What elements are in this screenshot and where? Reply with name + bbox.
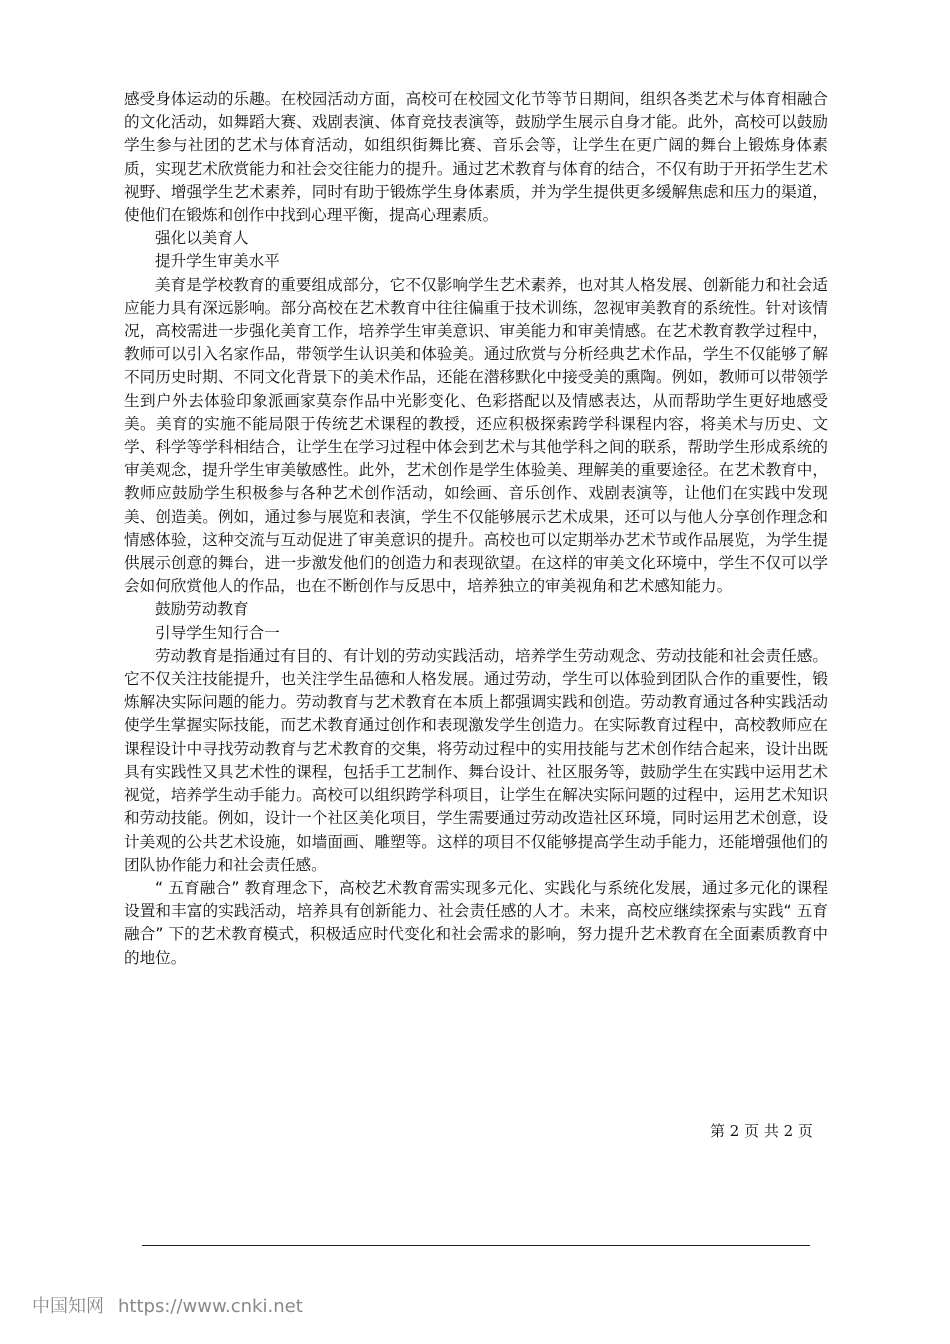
body-paragraph: 感受身体运动的乐趣。在校园活动方面，高校可在校园文化节等节日期间，组织各类艺术与体育相融合的文化活动，如舞蹈大赛、戏剧表演、体育竞技表演等，鼓励学生展示自身才能。此外，高校可以鼓励学生参与社团的艺术与体育活动，如组织街舞比赛、音乐会等，让学生在更广阔的舞台上锻炼身体素质，实现艺术欣赏能力和社会交往能力的提升。通过艺术教育与体育的结合，不仅有助于开拓学生艺术视野、增强学生艺术素养，同时有助于锻炼学生身体素质，并为学生提供更多缓解焦虑和压力的渠道，使他们在锻炼和创作中找到心理平衡，提高心理素质。: [124, 90, 828, 225]
section-heading: 鼓励劳动教育: [155, 600, 249, 619]
watermark-url: https://www.cnki.net: [118, 1296, 303, 1317]
watermark-brand: 中国知网: [32, 1296, 104, 1317]
watermark: [32, 1292, 303, 1318]
conclusion-paragraph: “ 五育融合” 教育理念下，高校艺术教育需实现多元化、实践化与系统化发展，通过多元化的课程设置和丰富的实践活动，培养具有创新能力、社会责任感的人才。未来，高校应继续探索与实践“ 五育融合” 下的艺术教育模式，积极适应时代变化和社会需求的影响，努力提升艺术教育在全面素质教育中的地位。: [124, 878, 828, 967]
body-paragraph: 美育是学校教育的重要组成部分，它不仅影响学生艺术素养，也对其人格发展、创新能力和社会适应能力具有深远影响。部分高校在艺术教育中往往偏重于技术训练，忽视审美教育的系统性。针对该情况，高校需进一步强化美育工作，培养学生审美意识、审美能力和审美情感。在艺术教育教学过程中，教师可以引入名家作品，带领学生认识美和体验美。通过欣赏与分析经典艺术作品，学生不仅能够了解不同历史时期、不同文化背景下的美术作品，还能在潜移默化中接受美的熏陶。例如，教师可以带领学生到户外去体验印象派画家莫奈作品中光影变化、色彩搭配以及情感表达，从而帮助学生更好地感受美。美育的实施不能局限于传统艺术课程的教授，还应积极探索跨学科课程内容，将美术与历史、文学、科学等学科相结合，让学生在学习过程中体会到艺术与其他学科之间的联系，帮助学生形成系统的审美观念，提升学生审美敏感性。此外，艺术创作是学生体验美、理解美的重要途径。在艺术教育中，教师应鼓励学生积极参与各种艺术创作活动，如绘画、音乐创作、戏剧表演等，让他们在实践中发现美、创造美。例如，通过参与展览和表演，学生不仅能够展示艺术成果，还可以与他人分享创作理念和情感体验，这种交流与互动促进了审美意识的提升。高校也可以定期举办艺术节或作品展览，为学生提供展示创意的舞台，进一步激发他们的创造力和表现欲望。在这样的审美文化环境中，学生不仅可以学会如何欣赏他人的作品，也在不断创作与反思中，培养独立的审美视角和艺术感知能力。: [124, 275, 828, 596]
footer-divider: [142, 1245, 810, 1246]
section-heading: 强化以美育人: [155, 229, 249, 248]
subsection-heading: 引导学生知行合一: [155, 623, 280, 642]
document-body: [124, 88, 828, 970]
body-paragraph: 劳动教育是指通过有目的、有计划的劳动实践活动，培养学生劳动观念、劳动技能和社会责任感。它不仅关注技能提升，也关注学生品德和人格发展。通过劳动，学生可以体验到团队合作的重要性，锻炼解决实际问题的能力。劳动教育与艺术教育在本质上都强调实践和创造。劳动教育通过各种实践活动使学生掌握实际技能，而艺术教育通过创作和表现激发学生创造力。在实际教育过程中，高校教师应在课程设计中寻找劳动教育与艺术教育的交集，将劳动过程中的实用技能与艺术创作结合起来，设计出既具有实践性又具艺术性的课程，包括手工艺制作、舞台设计、社区服务等，鼓励学生在实践中运用艺术视觉，培养学生动手能力。高校可以组织跨学科项目，让学生在解决实际问题的过程中，运用艺术知识和劳动技能。例如，设计一个社区美化项目，学生需要通过劳动改造社区环境，同时运用艺术创意，设计美观的公共艺术设施，如墙面画、雕塑等。这样的项目不仅能够提高学生动手能力，还能增强他们的团队协作能力和社会责任感。: [124, 646, 828, 874]
page-number: 第 2 页 共 2 页: [710, 1122, 813, 1140]
subsection-heading: 提升学生审美水平: [155, 252, 280, 271]
